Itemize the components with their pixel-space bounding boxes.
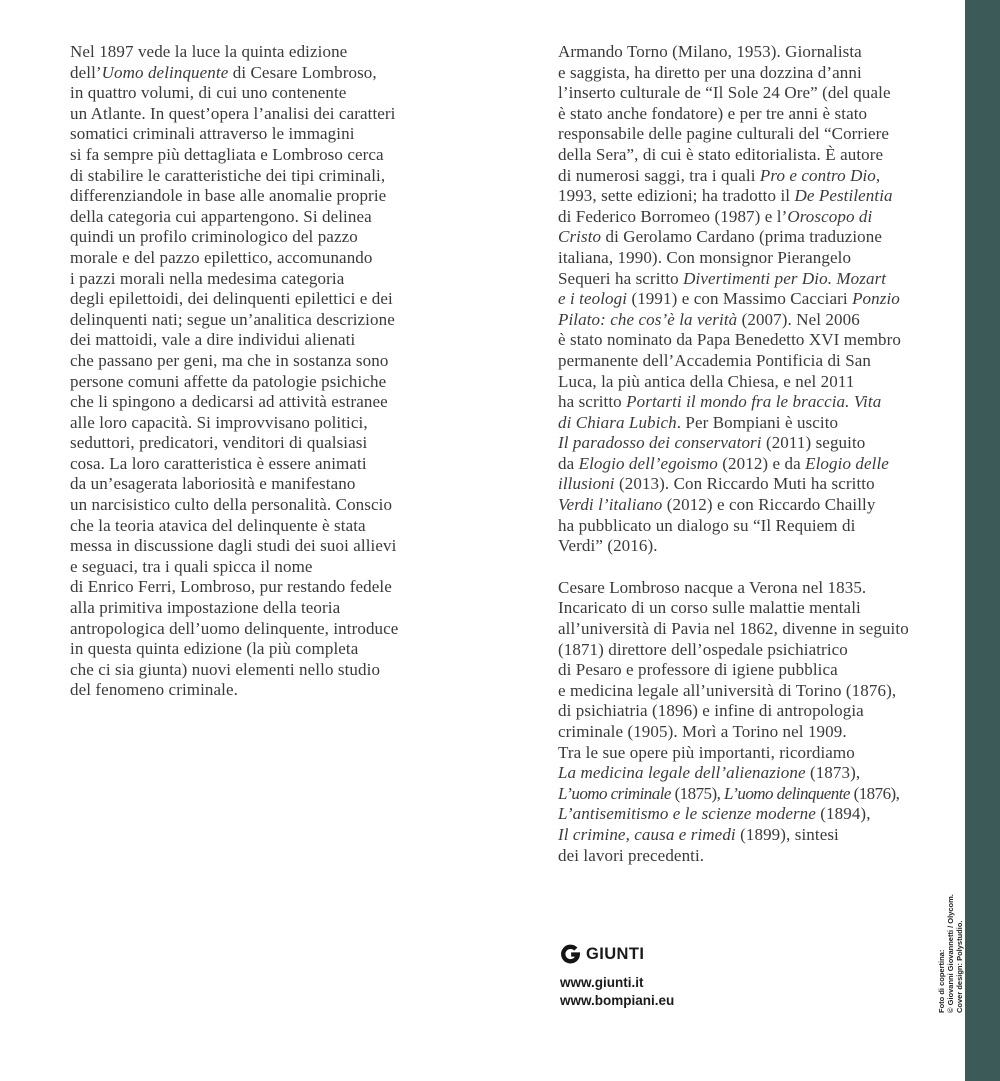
text-line: da Elogio dell’egoismo (2012) e da Elogio delle: [558, 453, 889, 473]
text-line: si fa sempre più dettagliata e Lombroso cerca: [70, 144, 384, 164]
text-line: dei mattoidi, vale a dire individui alienati: [70, 330, 356, 350]
credits-line-2: © Giovanni Giovannetti / Olycom.: [946, 894, 955, 1013]
text-line: è stato nominato da Papa Benedetto XVI membro: [558, 330, 901, 350]
text-line: ha scritto Portarti il mondo fra le braccia. Vita: [558, 392, 882, 412]
text-line: Cristo di Gerolamo Cardano (prima traduzione: [558, 227, 883, 247]
text-line: Il crimine, causa e rimedi (1899), sintesi: [558, 824, 839, 844]
text-line: da un’esagerata laboriosità e manifestano: [70, 474, 356, 494]
text-line: La medicina legale dell’alienazione (1873),: [558, 763, 861, 783]
text-line: morale e del pazzo epilettico, accomunando: [70, 247, 373, 267]
text-line: e i teologi (1991) e con Massimo Cacciari Ponzio: [558, 289, 900, 309]
text-line: di Chiara Lubich. Per Bompiani è uscito: [558, 412, 839, 432]
text-line: Luca, la più antica della Chiesa, e nel 2011: [558, 371, 855, 391]
text-line: di numerosi saggi, tra i quali Pro e contro Dio,: [558, 165, 881, 185]
text-line: di Pesaro e professore di igiene pubblica: [558, 660, 838, 680]
website-bompiani: www.bompiani.eu: [560, 992, 675, 1008]
text-line: persone comuni affette da patologie psichiche: [70, 371, 387, 391]
text-line: Il paradosso dei conservatori (2011) seguito: [558, 433, 866, 453]
publisher-logo: [560, 944, 644, 965]
text-line: è stato anche fondatore) e per tre anni è stato: [558, 103, 868, 123]
text-line: della Sera”, di cui è stato editorialista. È autore: [558, 144, 884, 164]
text-line: di psichiatria (1896) e infine di antropologia: [558, 701, 864, 721]
text-line: cosa. La loro caratteristica è essere animati: [70, 453, 367, 473]
author-bio-lombroso: [558, 578, 960, 866]
text-line: dell’Uomo delinquente di Cesare Lombroso,: [70, 62, 377, 82]
text-line: Tra le sue opere più importanti, ricordiamo: [558, 742, 855, 762]
text-line: responsabile delle pagine culturali del “Corriere: [558, 124, 890, 144]
text-line: illusioni (2013). Con Riccardo Muti ha scritto: [558, 474, 875, 494]
text-line: Armando Torno (Milano, 1953). Giornalista: [558, 42, 862, 61]
text-line: italiana, 1990). Con monsignor Pierangelo: [558, 247, 852, 267]
edition-description-text: [70, 42, 515, 701]
text-line: in quattro volumi, di cui uno contenente: [70, 83, 347, 103]
text-line: permanente dell’Accademia Pontificia di San: [558, 350, 872, 370]
text-line: Verdi l’italiano (2012) e con Riccardo Chailly: [558, 495, 876, 515]
cover-credits: [937, 868, 964, 1013]
text-line: Incaricato di un corso sulle malattie mentali: [558, 598, 861, 618]
author-bio-torno: [558, 42, 960, 557]
credits-line-1: Foto di copertina:: [937, 949, 946, 1013]
text-line: e saggista, ha diretto per una dozzina d’anni: [558, 62, 862, 82]
text-line: Verdi” (2016).: [558, 536, 658, 556]
text-line: che passano per geni, ma che in sostanza sono: [70, 350, 389, 370]
text-line: di Enrico Ferri, Lombroso, pur restando fedele: [70, 577, 392, 597]
text-line: in questa quinta edizione (la più completa: [70, 639, 359, 659]
text-line: criminale (1905). Morì a Torino nel 1909.: [558, 722, 847, 741]
text-line: L’antisemitismo e le scienze moderne (1894),: [558, 804, 871, 824]
text-line: 1993, sette edizioni; ha tradotto il De Pestilentia: [558, 186, 893, 206]
text-line: che ci sia giunta) nuovi elementi nello studio: [70, 659, 381, 679]
text-line: Nel 1897 vede la luce la quinta edizione: [70, 42, 348, 61]
text-line: e seguaci, tra i quali spicca il nome: [70, 556, 313, 576]
text-line: della categoria cui appartengono. Si delinea: [70, 206, 372, 226]
text-line: un Atlante. In quest’opera l’analisi dei caratteri: [70, 103, 396, 123]
spine-stripe: [965, 0, 1000, 1081]
text-line: degli epilettoidi, dei delinquenti epilettici e dei: [70, 289, 393, 309]
text-line: Cesare Lombroso nacque a Verona nel 1835.: [558, 577, 867, 597]
text-line: (1871) direttore dell’ospedale psichiatrico: [558, 639, 848, 659]
text-line: differenziandole in base alle anomalie proprie: [70, 186, 387, 206]
text-line: quindi un profilo criminologico del pazzo: [70, 227, 358, 247]
text-line: un narcisistico culto della personalità. Conscio: [70, 495, 393, 515]
text-line: del fenomeno criminale.: [70, 680, 238, 700]
giunti-g-icon: [560, 944, 581, 965]
credits-line-3: Cover design: Polystudio.: [955, 920, 964, 1013]
text-line: l’inserto culturale de “Il Sole 24 Ore” (del quale: [558, 83, 891, 103]
text-line: i pazzi morali nella medesima categoria: [70, 268, 345, 288]
text-line: delinquenti nati; segue un’analitica descrizione: [70, 309, 395, 329]
publisher-name: GIUNTI: [586, 945, 645, 963]
text-line: L’uomo criminale (1875), L’uomo delinquente (1876),: [558, 783, 900, 803]
text-line: che la teoria atavica del delinquente è stata: [70, 515, 366, 535]
text-line: e medicina legale all’università di Torino (1876),: [558, 680, 897, 700]
text-line: antropologica dell’uomo delinquente, introduce: [70, 618, 399, 638]
text-line: seduttori, predicatori, venditori di qualsiasi: [70, 433, 368, 453]
text-line: Sequeri ha scritto Divertimenti per Dio. Mozart: [558, 268, 887, 288]
right-column: [558, 42, 960, 866]
text-line: ha pubblicato un dialogo su “Il Requiem di: [558, 515, 856, 535]
website-giunti: www.giunti.it: [560, 975, 644, 990]
text-line: alle loro capacità. Si improvvisano politici,: [70, 412, 368, 432]
text-line: alla primitiva impostazione della teoria: [70, 598, 341, 618]
text-line: che li spingono a dedicarsi ad attività estranee: [70, 392, 388, 412]
text-line: di stabilire le caratteristiche dei tipi criminali,: [70, 165, 386, 185]
text-line: Pilato: che cos’è la verità (2007). Nel 2006: [558, 309, 860, 329]
text-line: messa in discussione dagli studi dei suoi allievi: [70, 536, 397, 556]
text-line: di Federico Borromeo (1987) e l’Oroscopo di: [558, 206, 873, 226]
text-line: all’università di Pavia nel 1862, divenne in seguito: [558, 619, 909, 639]
publisher-websites: [560, 974, 674, 1009]
text-line: dei lavori precedenti.: [558, 845, 705, 865]
text-line: somatici criminali attraverso le immagini: [70, 124, 355, 144]
